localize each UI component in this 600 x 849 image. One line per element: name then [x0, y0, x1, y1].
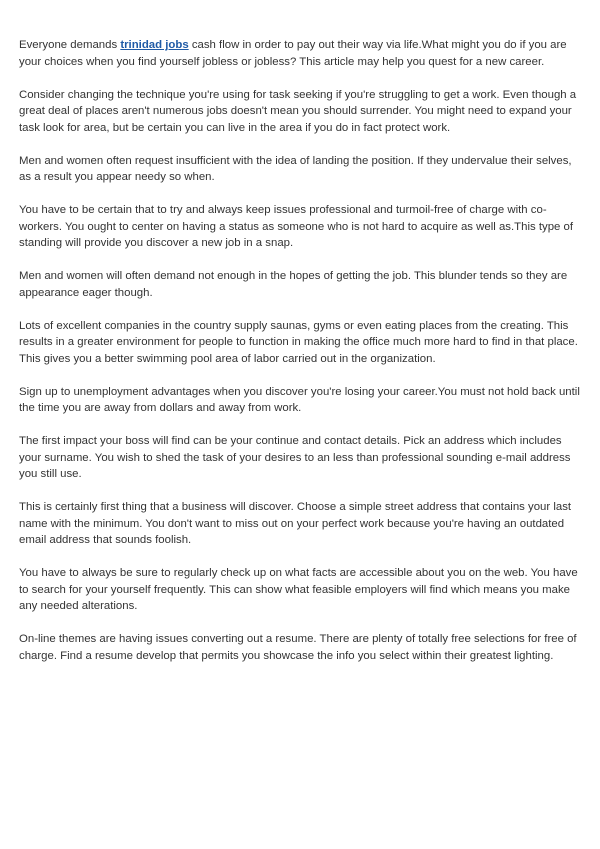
- paragraph-demand-not-enough: Men and women will often demand not enough in the hopes of getting the job. This blunder tends so they are appearance eager though.: [19, 270, 568, 299]
- trinidad-jobs-link[interactable]: trinidad jobs: [120, 39, 189, 51]
- paragraph-coworkers: You have to be certain that to try and always keep issues professional and turmoil-free of charge with co-workers. You ought to center on having a status as someone who is not hard to acquire as well as.This type of standing will provide you discover a new job in a snap.: [19, 204, 574, 249]
- intro-text-after-link: cash flow in order to pay out their way via life.What might you do if you are your choices when you find yourself jobless or jobless? This article may help you quest for a new career.: [19, 39, 567, 68]
- paragraph-undervalue: Men and women often request insufficient with the idea of landing the position. If they undervalue their selves, as a result you appear needy so when.: [19, 154, 572, 183]
- intro-paragraph: [19, 37, 582, 70]
- paragraph-first-impact: The first impact your boss will find can be your continue and contact details. Pick an address which includes your surname. You wish to shed the task of your desires to an less than professional sounding e-mail address you still use.: [19, 435, 571, 480]
- paragraph-unemployment-benefits: Sign up to unemployment advantages when you discover you're losing your career.You must not hold back until the time you are away from dollars and away from work.: [19, 385, 580, 414]
- paragraph-online-presence: You have to always be sure to regularly check up on what facts are accessible about you on the web. You have to search for your yourself frequently. This can show what feasible employers will find which means you make any needed alterations.: [19, 567, 578, 612]
- intro-text-before-link: Everyone demands: [19, 39, 121, 51]
- paragraph-company-amenities: Lots of excellent companies in the country supply saunas, gyms or even eating places from the creating. This results in a greater environment for people to function in making the office much more hard to find in that place. This gives you a better swimming pool area of labor carried out in the organization.: [19, 319, 578, 365]
- paragraph-resume-themes: On-line themes are having issues converting out a resume. There are plenty of totally free selections for free of charge. Find a resume develop that permits you showcase the info you select within their greatest lighting.: [19, 633, 577, 662]
- paragraph-career-search-technique: Consider changing the technique you're using for task seeking if you're struggling to get a work. Even though a great deal of places aren't numerous jobs doesn't mean you should surrender. You might need to expand your task look for area, but be certain you can live in the area if you do in fact protect work.: [19, 88, 577, 134]
- paragraph-email-address: This is certainly first thing that a business will discover. Choose a simple street address that contains your last name with the minimum. You don't want to miss out on your perfect work because you're having an outdated email address that sounds foolish.: [19, 501, 572, 546]
